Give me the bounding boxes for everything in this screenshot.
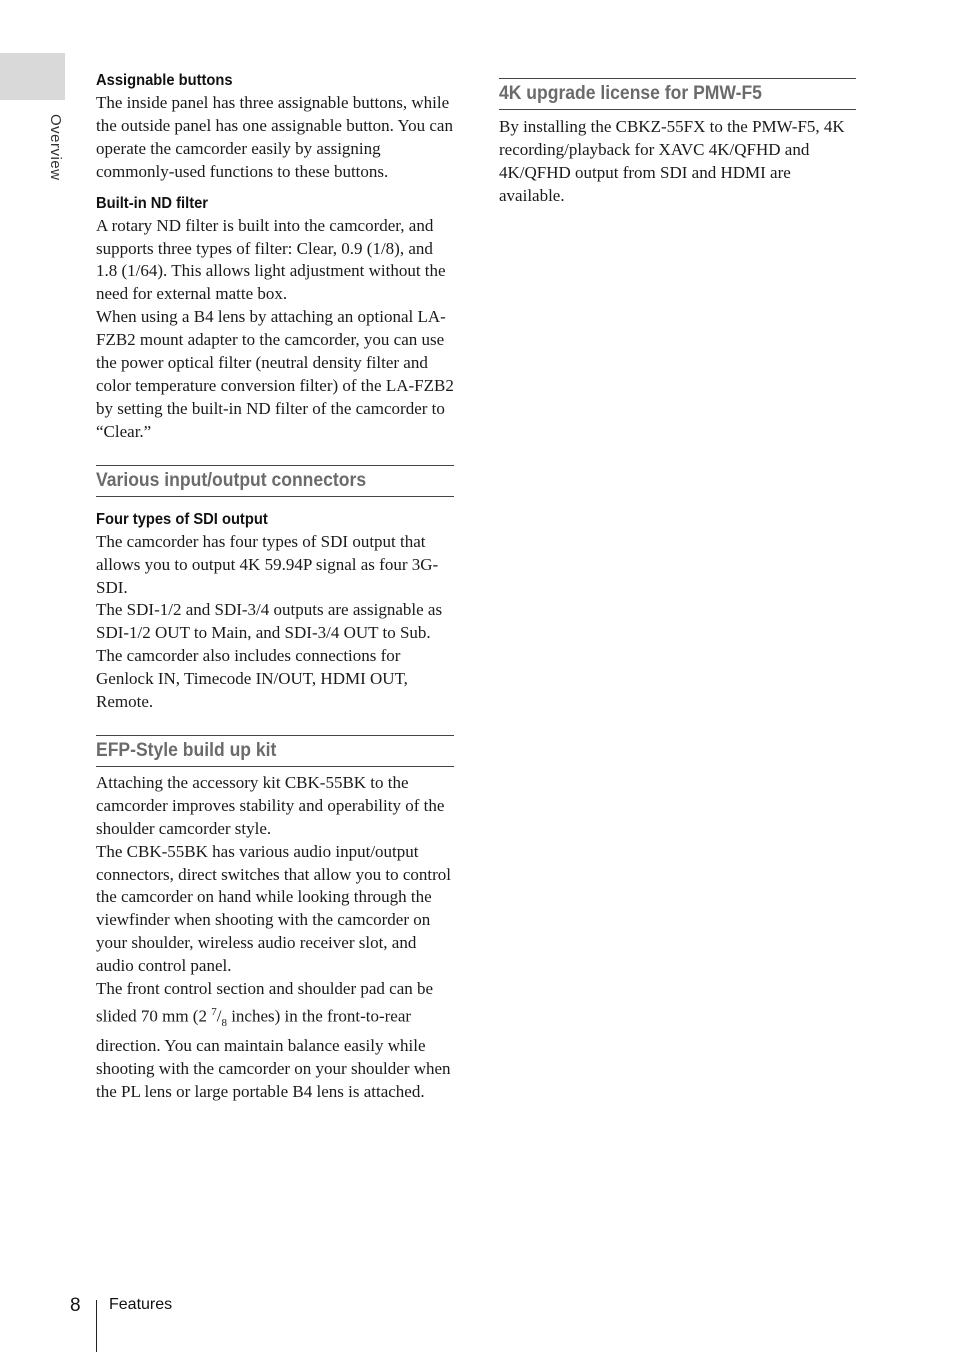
fraction-numerator: 7 xyxy=(211,1006,217,1018)
upgrade-license-title-text: 4K upgrade license for PMW-F5 xyxy=(499,82,762,104)
sdi-output-text-1: The camcorder has four types of SDI output that allows you to output 4K 59.94P signal as four 3G-SDI. xyxy=(96,531,439,597)
fraction-denominator: 8 xyxy=(221,1017,227,1030)
sdi-output-text-2: The SDI-1/2 and SDI-3/4 outputs are assignable as SDI-1/2 OUT to Main, and SDI-3/4 OUT to Sub. xyxy=(96,600,443,643)
efp-kit-text-2: The CBK-55BK has various audio input/output connectors, direct switches that allow you to control the camcorder on hand while looking through the viewfinder when shooting with the camcorder on your shoulder, wireless audio receiver slot, and audio control panel. xyxy=(96,841,452,976)
efp-kit-section-title xyxy=(96,735,454,767)
efp-kit-text-1: Attaching the accessory kit CBK-55BK to the camcorder improves stability and operability of the shoulder camcorder style. xyxy=(96,772,445,838)
nd-filter-text-1: A rotary ND filter is built into the camcorder, and supports three types of filter: Clear, 0.9 (1/8), and 1.8 (1/64). This allows light adjustment without the need for external matte box. xyxy=(96,215,446,304)
footer-section-label: Features xyxy=(109,1296,173,1313)
side-tab-label: Overview xyxy=(47,114,64,181)
io-connectors-section-title xyxy=(96,465,454,497)
section-tab xyxy=(0,53,65,100)
left-column xyxy=(96,70,454,1104)
right-column xyxy=(499,70,856,208)
fraction-slash: / xyxy=(216,1006,222,1026)
efp-kit-text-3-before: The front control section and shoulder pad can be slided 70 mm (2 xyxy=(96,979,434,1026)
nd-filter-text-2: When using a B4 lens by attaching an optional LA-FZB2 mount adapter to the camcorder, you can use the power optical filter (neutral density filter and color temperature conversion filter) of the LA-FZB2 by setting the built-in ND filter of the camcorder to “Clear.” xyxy=(96,307,454,441)
nd-filter-heading: Built-in ND filter xyxy=(96,194,209,212)
assignable-buttons-text: The inside panel has three assignable buttons, while the outside panel has one assignable button. You can operate the camcorder easily by assigning commonly-used functions to these buttons. xyxy=(96,93,453,181)
sdi-output-heading: Four types of SDI output xyxy=(96,510,268,528)
upgrade-license-section-title xyxy=(499,78,856,110)
upgrade-license-text: By installing the CBKZ-55FX to the PMW-F5, 4K recording/playback for XAVC 4K/QFHD and 4K/QFHD output from SDI and HDMI are available. xyxy=(499,117,845,205)
io-connectors-title-text: Various input/output connectors xyxy=(96,468,367,491)
assignable-buttons-heading: Assignable buttons xyxy=(96,72,233,89)
efp-kit-text-3 xyxy=(96,978,454,1104)
efp-kit-text-3-after: inches) in the front-to-rear direction. You can maintain balance easily while shooting with the camcorder on your shoulder when the PL lens or large portable B4 lens is attached. xyxy=(96,1006,451,1101)
page-number: 8 xyxy=(70,1295,81,1316)
efp-kit-title-text: EFP-Style build up kit xyxy=(96,738,277,761)
sdi-output-text-3: The camcorder also includes connections for Genlock IN, Timecode IN/OUT, HDMI OUT, Remote. xyxy=(96,646,408,712)
footer-divider xyxy=(96,1300,97,1352)
